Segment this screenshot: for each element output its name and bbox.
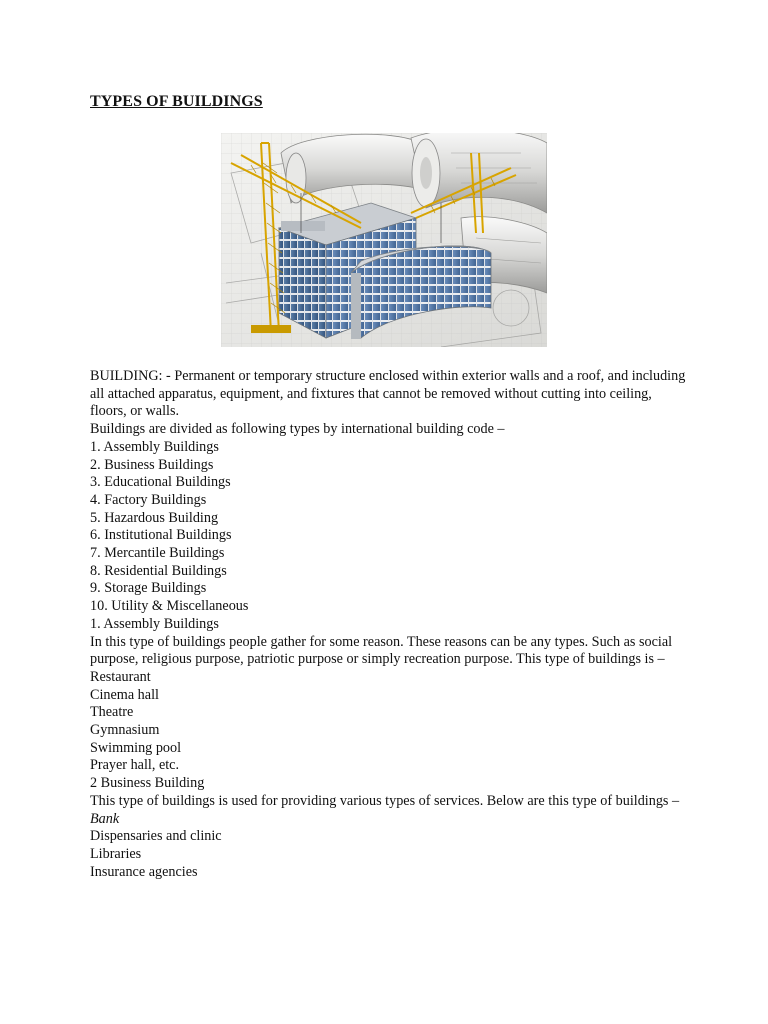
list-item: Prayer hall, etc. bbox=[90, 757, 180, 774]
list-item: 10. Utility & Miscellaneous bbox=[90, 598, 249, 615]
list-item: Bank bbox=[90, 810, 120, 827]
list-item: Cinema hall bbox=[90, 686, 159, 703]
business-heading: 2 Business Building bbox=[90, 775, 205, 792]
list-item: 6. Institutional Buildings bbox=[90, 527, 232, 544]
list-item: 7. Mercantile Buildings bbox=[90, 545, 225, 562]
list-item: Libraries bbox=[90, 845, 142, 862]
assembly-description: In this type of buildings people gather for some reason. These reasons can be any types. Such as social purpose, religious purpose, patriotic purpose or simply recreation purpose. This type of buildings is – bbox=[90, 633, 673, 668]
list-item: 4. Factory Buildings bbox=[90, 491, 207, 508]
construction-illustration-icon bbox=[221, 133, 547, 347]
list-item: 3. Educational Buildings bbox=[90, 474, 231, 491]
business-description: This type of buildings is used for providing various types of services. Below are this type of buildings – bbox=[90, 792, 680, 809]
document-title: TYPES OF BUILDINGS bbox=[90, 93, 263, 110]
list-item: 9. Storage Buildings bbox=[90, 580, 207, 597]
list-item: 1. Assembly Buildings bbox=[90, 438, 219, 455]
assembly-heading: 1. Assembly Buildings bbox=[90, 615, 219, 632]
list-item: Theatre bbox=[90, 704, 134, 721]
list-item: 8. Residential Buildings bbox=[90, 562, 227, 579]
building-definition: BUILDING: - Permanent or temporary structure enclosed within exterior walls and a roof, and including all attached apparatus, equipment, and fixtures that cannot be removed without cutting into ceiling, floors, or walls. bbox=[90, 368, 686, 420]
list-item: 2. Business Buildings bbox=[90, 456, 214, 473]
list-item: Insurance agencies bbox=[90, 863, 198, 880]
document-body bbox=[90, 368, 690, 881]
list-item: Restaurant bbox=[90, 668, 151, 685]
list-item: 5. Hazardous Building bbox=[90, 509, 219, 526]
list-item: Swimming pool bbox=[90, 739, 182, 756]
list-item: Gymnasium bbox=[90, 722, 160, 739]
buildings-cranes-illustration bbox=[221, 133, 547, 347]
list-item: Dispensaries and clinic bbox=[90, 828, 222, 845]
types-intro: Buildings are divided as following types by international building code – bbox=[90, 421, 505, 438]
